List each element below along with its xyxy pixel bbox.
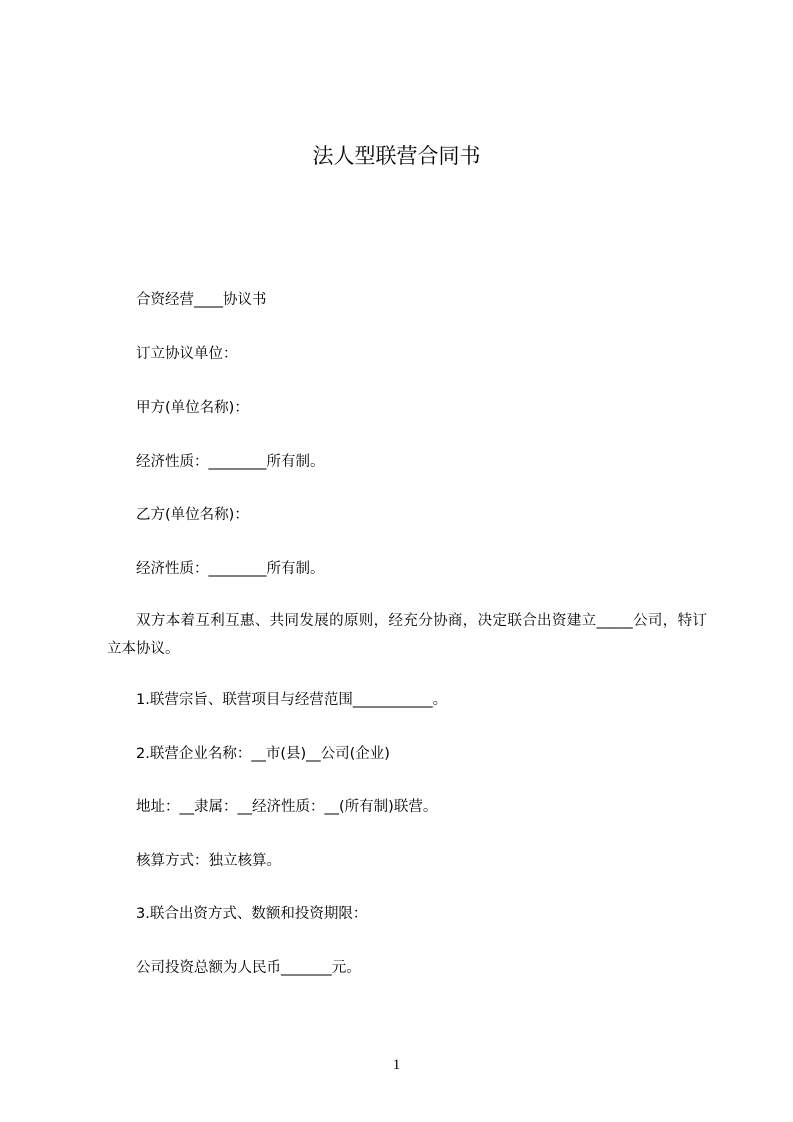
document-title: 法人型联营合同书: [312, 144, 481, 168]
paragraph-address: 地址：__隶属：__经济性质：__(所有制)联营。: [136, 799, 438, 815]
page-number: 1: [392, 1057, 401, 1073]
paragraph-parties-heading: 订立协议单位：: [136, 346, 238, 362]
paragraph-party-b-nature: 经济性质：________所有制。: [136, 561, 325, 577]
paragraph-clause-3: 3.联合出资方式、数额和投资期限：: [136, 906, 368, 922]
paragraph-party-a-nature: 经济性质：________所有制。: [136, 454, 325, 470]
paragraph-party-b: 乙方(单位名称)：: [136, 507, 249, 523]
paragraph-clause-1: 1.联营宗旨、联营项目与经营范围___________。: [136, 692, 448, 708]
paragraph-party-a: 甲方(单位名称)：: [136, 400, 249, 416]
paragraph-agreement-name: 合资经营____协议书: [136, 292, 267, 308]
paragraph-clause-2: 2.联营企业名称：__市(县)__公司(企业): [136, 746, 390, 762]
paragraph-preamble: 双方本着互利互惠、共同发展的原则，经充分协商，决定联合出资建立_____公司，特订立本协议。: [107, 613, 707, 657]
paragraph-investment-total: 公司投资总额为人民币_______元。: [136, 960, 361, 976]
paragraph-accounting: 核算方式：独立核算。: [136, 853, 281, 869]
